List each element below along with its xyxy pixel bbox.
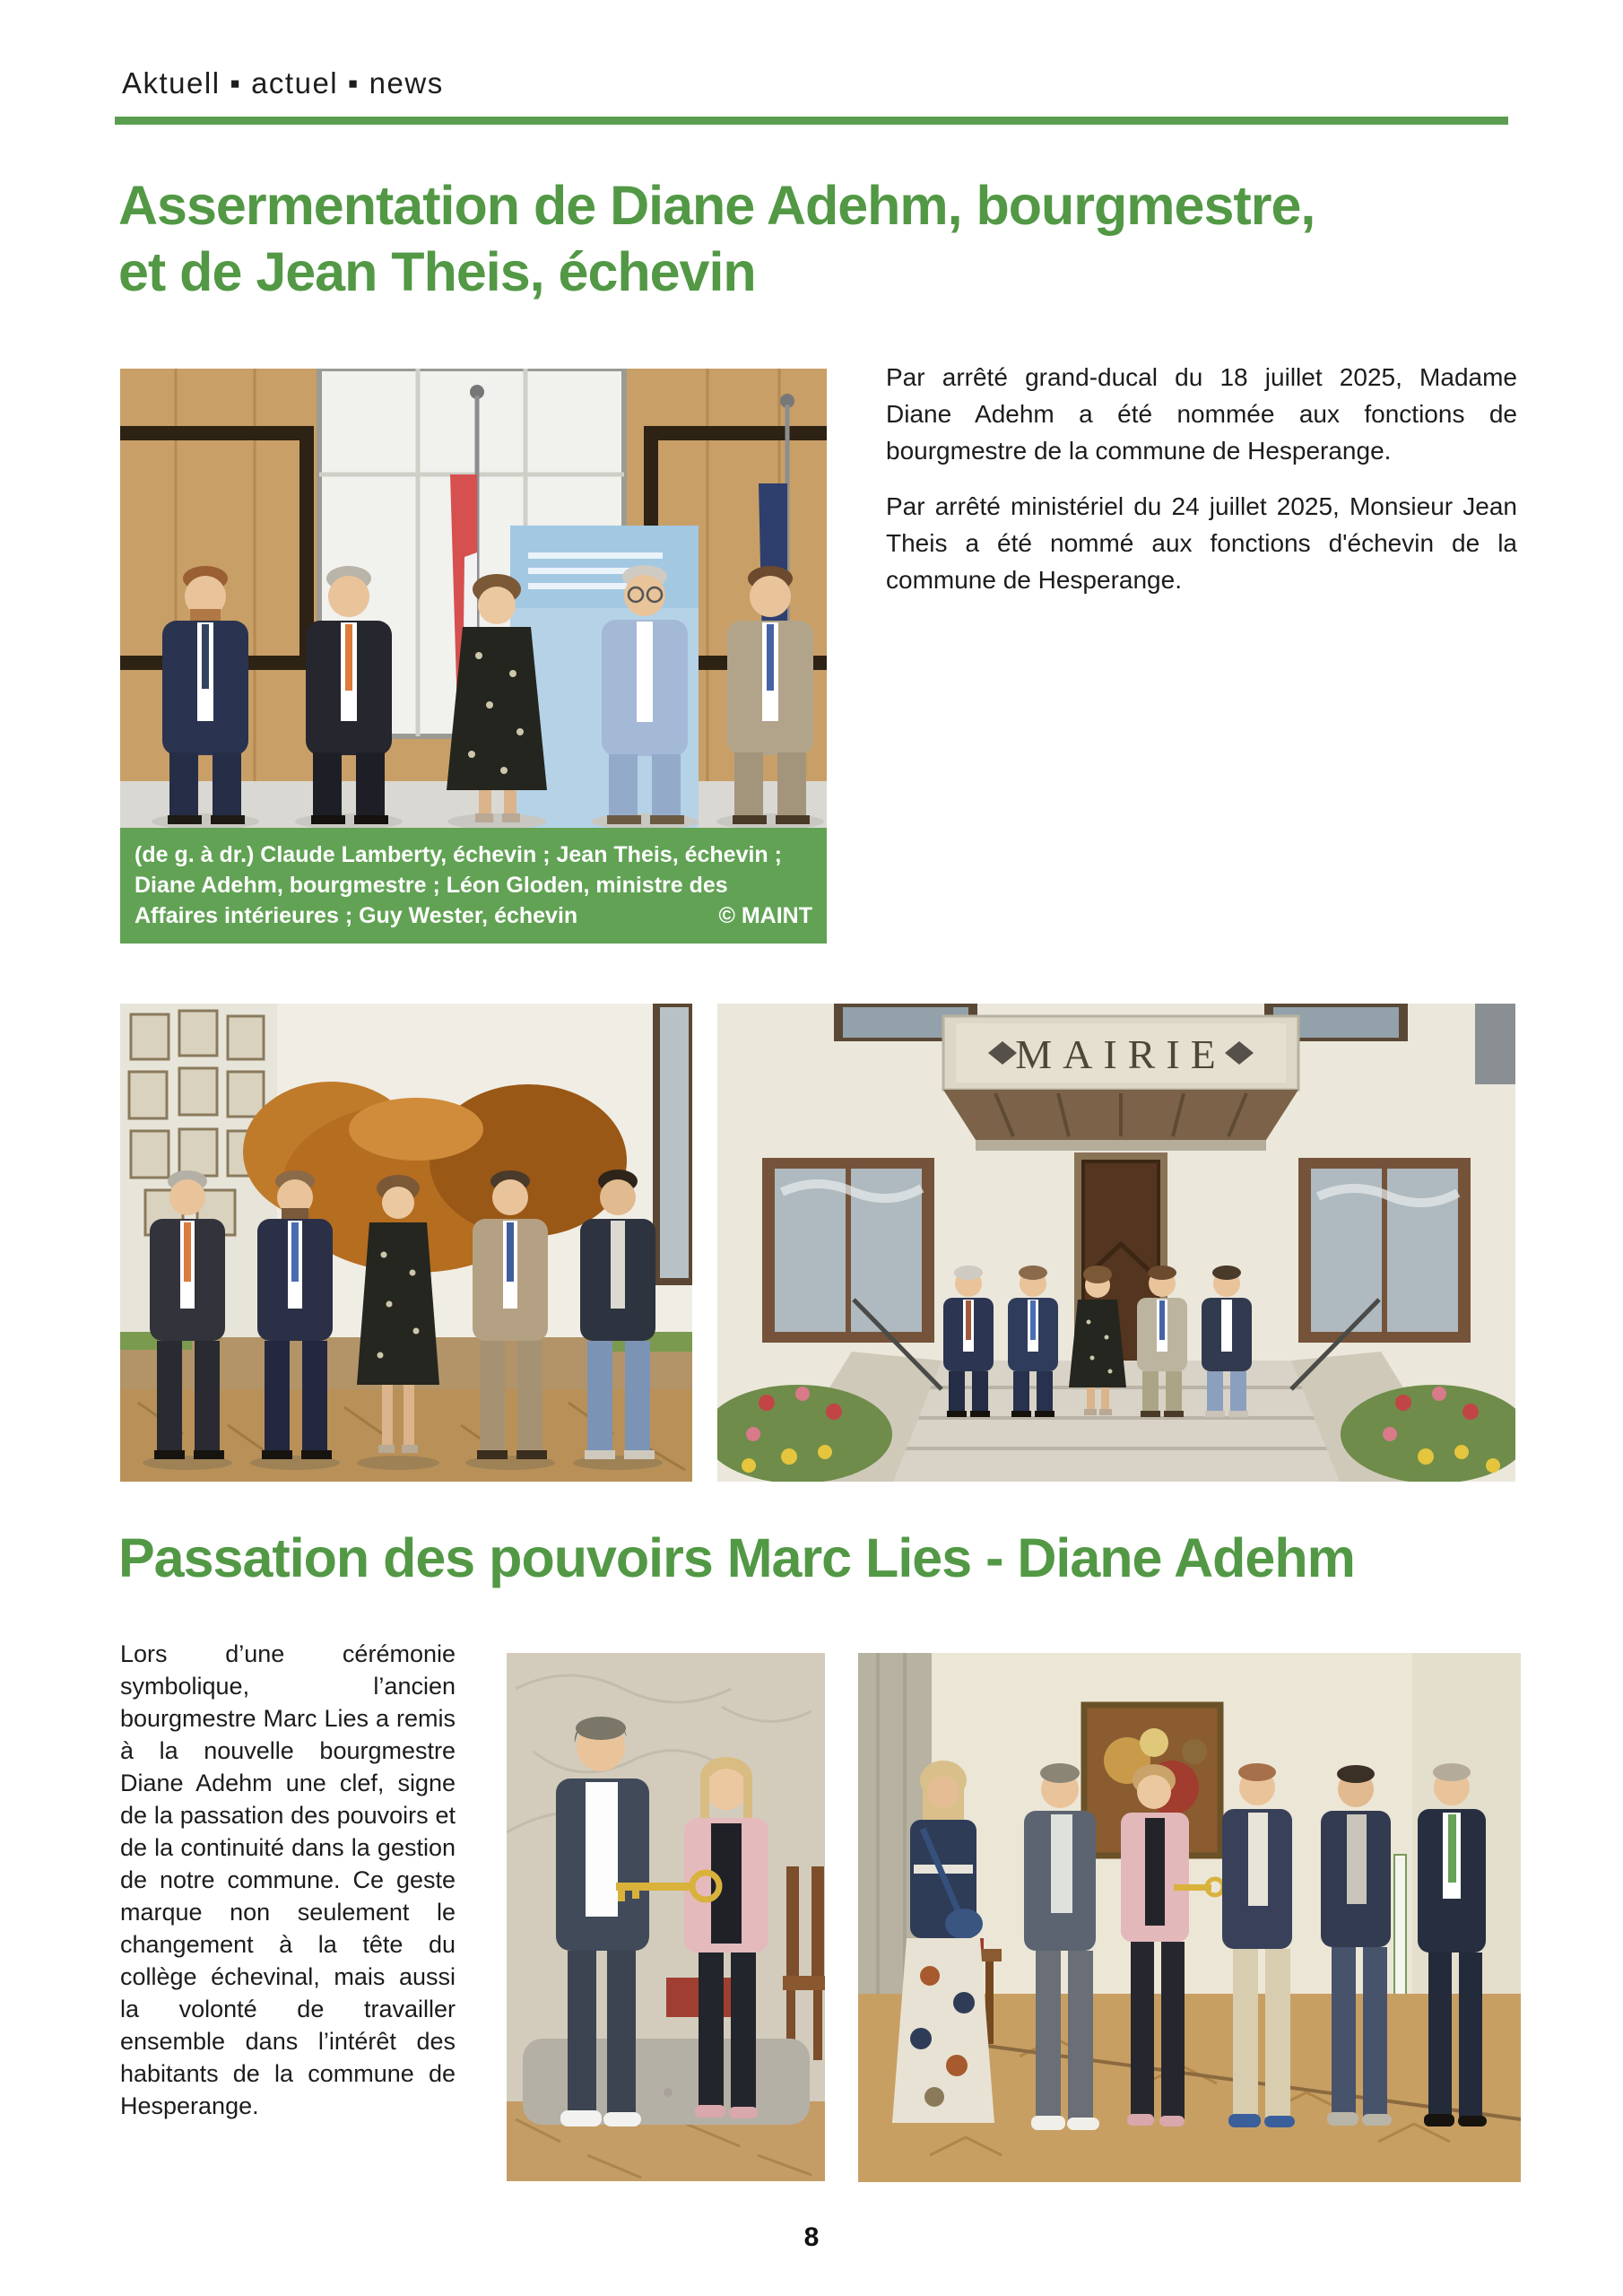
photo-mairie-illustration (717, 1004, 1515, 1482)
photo-ceremony-illustration (858, 1653, 1521, 2182)
mairie-canopy (943, 1016, 1298, 1151)
photo-credit: © MAINT (718, 903, 812, 928)
article2-title: Passation des pouvoirs Marc Lies - Diane Adehm (118, 1527, 1355, 1588)
article1-paragraph-1: Par arrêté grand-ducal du 18 juillet 2025, Madame Diane Adehm a été nommée aux fonctions de bourgmestre de la commune de Hesperange. (886, 363, 1517, 465)
photo-key-handover-illustration (507, 1653, 825, 2181)
photo-gallery-illustration (120, 1004, 692, 1482)
window-left (762, 1158, 934, 1343)
photo-assermentation-group (120, 369, 827, 828)
handbag (945, 1909, 983, 1939)
article1-title (118, 172, 1553, 305)
lantern (1475, 1004, 1515, 1084)
article1-paragraph-2: Par arrêté ministériel du 24 juillet 2025, Monsieur Jean Theis a été nommé aux fonctions d'échevin de la commune de Hesperange. (886, 492, 1517, 594)
green-rule (115, 117, 1508, 125)
window-right (1298, 1158, 1471, 1343)
article1-body (886, 359, 1517, 617)
gallery-window (656, 1004, 692, 1282)
photo-gallery-group (120, 1004, 692, 1482)
photo-mairie-building (717, 1004, 1515, 1482)
article1-title-line1: Assermentation de Diane Adehm, bourgmestre, (118, 175, 1315, 236)
photo-ceremony-group (858, 1653, 1521, 2182)
green-tie (1448, 1814, 1456, 1883)
section-kicker: Aktuell ▪ actuel ▪ news (122, 66, 444, 100)
page-number: 8 (803, 2222, 820, 2252)
article2-body (120, 1638, 456, 2122)
photo-caption-text: (de g. à dr.) Claude Lamberty, échevin ; Jean Theis, échevin ; Diane Adehm, bourgmestre ; Léon Gloden, ministre des Affaires intérieures ; Guy Wester, échevin (135, 842, 782, 928)
photo-assermentation-illustration (120, 369, 827, 828)
article1-title-line2: et de Jean Theis, échevin (118, 241, 756, 302)
photo-caption-bar (120, 828, 827, 944)
photo-key-handover (507, 1653, 825, 2181)
article2-paragraph: Lors d’une cérémonie symbolique, l’ancien bourgmestre Marc Lies a remis à la nouvelle bourgmestre Diane Adehm une clef, signe de la passation des pouvoirs et de la continuité dans la gestion de notre commune. Ce geste marque non seulement le changement à la tête du collège échevinal, mais aussi la volonté de travailler ensemble dans l’intérêt des habitants de la commune de Hesperange. (120, 1640, 456, 2119)
mairie-sign: MAIRIE (1015, 1031, 1227, 1077)
